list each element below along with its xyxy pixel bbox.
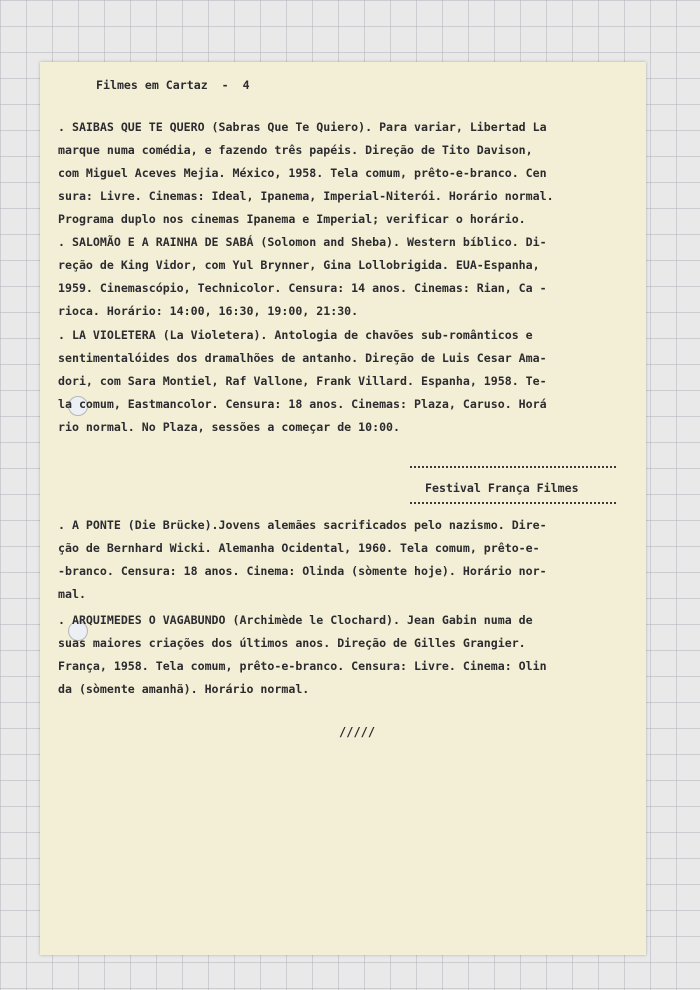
text-line: . SAIBAS QUE TE QUERO (Sabras Que Te Quiero). Para variar, Libertad La — [58, 120, 547, 134]
text-line: França, 1958. Tela comum, prêto-e-branco. Censura: Livre. Cinema: Olin — [58, 659, 547, 673]
text-line: ção de Bernhard Wicki. Alemanha Ocidental, 1960. Tela comum, prêto-e- — [58, 541, 540, 555]
text-line: rioca. Horário: 14:00, 16:30, 19:00, 21:30. — [58, 304, 359, 318]
text-line: 1959. Cinemascópio, Technicolor. Censura: 14 anos. Cinemas: Rian, Ca - — [58, 281, 547, 295]
text-line: da (sòmente amanhã). Horário normal. — [58, 682, 310, 696]
text-line: com Miguel Aceves Mejia. México, 1958. Tela comum, prêto-e-branco. Cen — [58, 166, 547, 180]
text-line: Programa duplo nos cinemas Ipanema e Imperial; verificar o horário. — [58, 212, 526, 226]
text-line: sentimentalóides dos dramalhões de antanho. Direção de Luis Cesar Ama- — [58, 351, 547, 365]
text-line: mal. — [58, 587, 86, 601]
divider-bottom — [410, 502, 616, 504]
text-line: rio normal. No Plaza, sessões a começar de 10:00. — [58, 420, 401, 434]
text-line: . A PONTE (Die Brücke).Jovens alemães sacrificados pelo nazismo. Dire- — [58, 518, 547, 532]
text-line: sura: Livre. Cinemas: Ideal, Ipanema, Imperial-Niterói. Horário normal. — [58, 189, 554, 203]
festival-heading: Festival França Filmes — [425, 481, 579, 495]
text-line: reção de King Vidor, com Yul Brynner, Gina Lollobrigida. EUA-Espanha, — [58, 258, 540, 272]
text-line: suas maiores criações dos últimos anos. Direção de Gilles Grangier. — [58, 636, 526, 650]
text-line: marque numa comédia, e fazendo três papéis. Direção de Tito Davison, — [58, 143, 533, 157]
divider-top — [410, 466, 616, 468]
text-line: -branco. Censura: 18 anos. Cinema: Olinda (sòmente hoje). Horário nor- — [58, 564, 547, 578]
text-line: . SALOMÃO E A RAINHA DE SABÁ (Solomon and Sheba). Western bíblico. Di- — [58, 235, 547, 249]
page-header: Filmes em Cartaz - 4 — [96, 78, 250, 92]
text-line: . LA VIOLETERA (La Violetera). Antologia de chavões sub-românticos e — [58, 328, 533, 342]
text-line: . ARQUIMEDES O VAGABUNDO (Archimède le Clochard). Jean Gabin numa de — [58, 613, 533, 627]
text-line: la comum, Eastmancolor. Censura: 18 anos. Cinemas: Plaza, Caruso. Horá — [58, 397, 547, 411]
end-mark: ///// — [339, 725, 376, 739]
text-line: dori, com Sara Montiel, Raf Vallone, Frank Villard. Espanha, 1958. Te- — [58, 374, 547, 388]
